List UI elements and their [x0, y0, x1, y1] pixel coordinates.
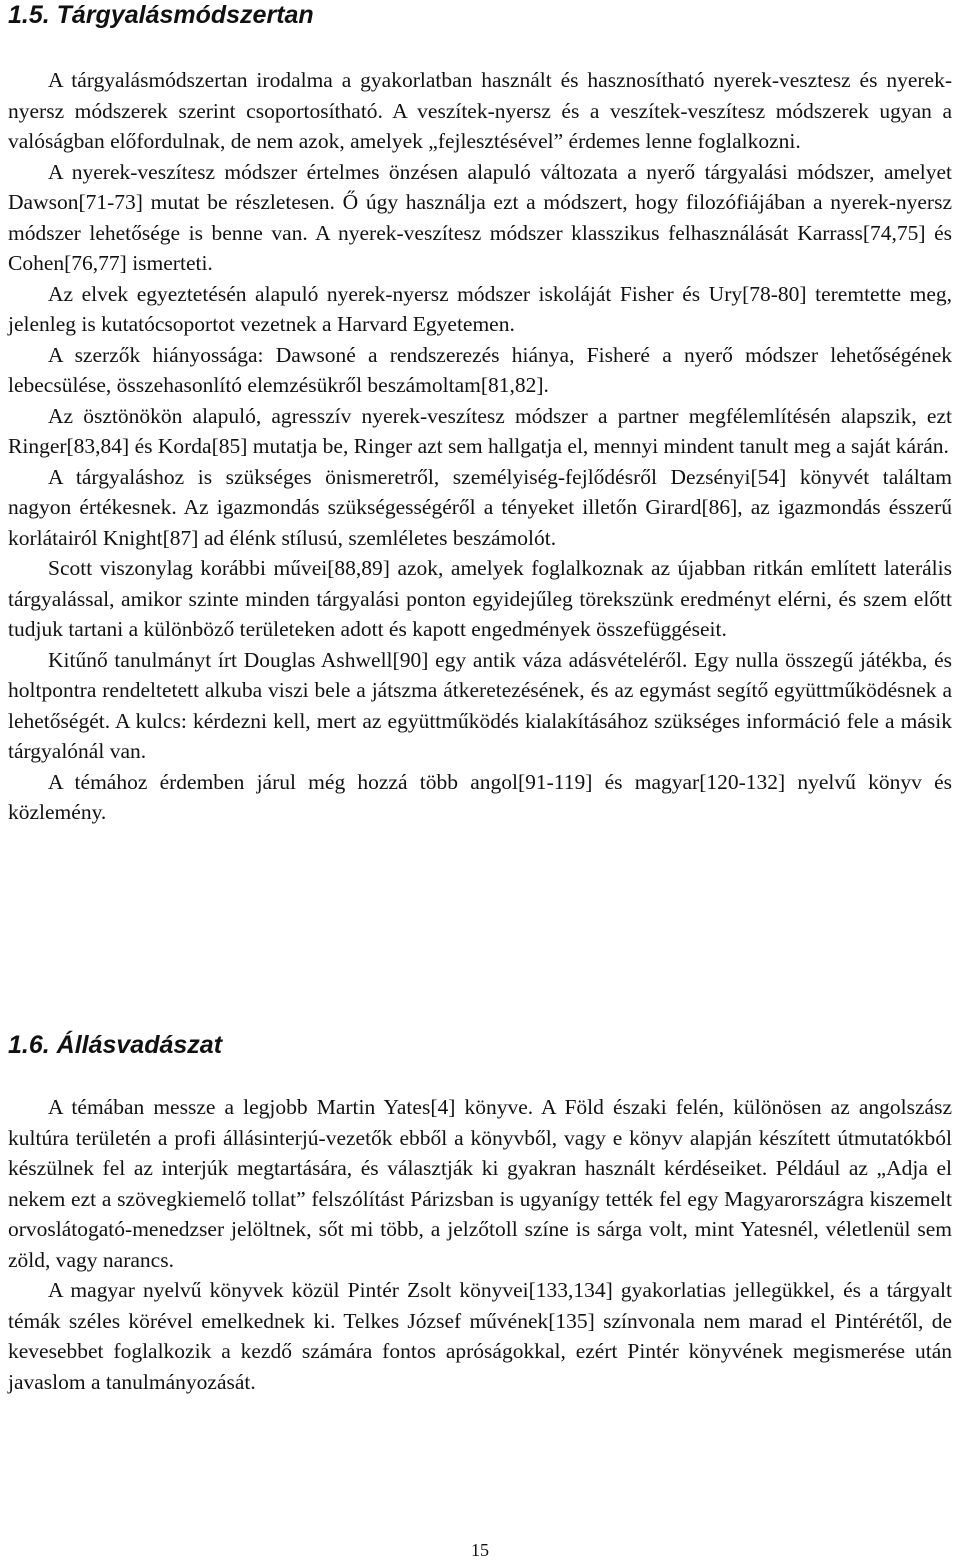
section-állásvadászat: [0, 1030, 960, 1394]
paragraph: A tárgyalásmódszertan irodalma a gyakorlatban használt és hasznosítható nyerek-vesztesz és nyerek-nyersz módszerek szerint csoportosítható. A veszítek-nyersz és a veszítek-veszítesz módszerek ugyan a valóságban előfordulnak, de nem azok, amelyek „fejlesztésével” érdemes lenne foglalkozni.: [8, 68, 952, 153]
paragraph: A tárgyaláshoz is szükséges önismeretről, személyiség-fejlődésről Dezsényi[54] könyvét találtam nagyon értékesnek. Az igazmondás szükségességéről a tényeket illetőn Girard[86], az igazmondás ésszerű korlátairól Knight[87] ad élénk stílusú, szemléletes beszámolót.: [8, 464, 952, 550]
section-heading: 1.6. Állásvadászat: [8, 1031, 223, 1059]
section-body: [0, 65, 960, 828]
paragraph: A nyerek-veszítesz módszer értelmes önzésen alapuló változata a nyerő tárgyalási módszer, amelyet Dawson[71-73] mutat be részletesen. Ő úgy használja ezt a módszert, hogy filozófiájában a nyerek-nyersz módszer lehetősége is benne van. A nyerek-veszítesz módszer klasszikus felhasználását Karrass[74,75] és Cohen[76,77] ismerteti.: [8, 159, 952, 275]
paragraph: Scott viszonylag korábbi művei[88,89] azok, amelyek foglalkoznak az újabban ritkán említett laterális tárgyalással, amikor szinte minden tárgyalási ponton egyidejűleg törekszünk eredményt elérni, és szem előtt tudjuk tartani a különböző területeken adott és kapott engedmények összefüggéseit.: [8, 556, 952, 641]
paragraph: Az elvek egyeztetésén alapuló nyerek-nyersz módszer iskoláját Fisher és Ury[78-80] teremtette meg, jelenleg is kutatócsoportot vezetnek a Harvard Egyetemen.: [8, 281, 952, 336]
page-number: 15: [471, 1540, 489, 1560]
paragraph: A témához érdemben járul még hozzá több angol[91-119] és magyar[120-132] nyelvű könyv és közlemény.: [8, 769, 952, 824]
section-heading: 1.5. Tárgyalásmódszertan: [8, 1, 314, 29]
paragraph: Az ösztönökön alapuló, agresszív nyerek-veszítesz módszer a partner megfélemlítésén alapszik, ezt Ringer[83,84] és Korda[85] mutatja be, Ringer azt sem hallgatja el, mennyi mindent tanult meg a saját kárán.: [8, 403, 952, 458]
paragraph: A témában messze a legjobb Martin Yates[4] könyve. A Föld északi felén, különösen az angolszász kultúra területén a profi állásinterjú-vezetők ebből a könyvből, vagy e könyv alapján készített útmutatókból készülnek fel az interjúk megtartására, és választják ki gyakran használt kérdéseiket. Például az „Adja el nekem ezt a szövegkiemelő tollat” felszólítást Párizsban is ugyanígy tették fel egy Magyarországra kiszemelt orvoslátogató-menedzser jelöltnek, sőt mi több, a jelzőtoll színe is sárga volt, mint Yatesnél, véletlenül sem zöld, vagy narancs.: [8, 1095, 952, 1272]
section-body: [0, 1092, 960, 1397]
paragraph: A magyar nyelvű könyvek közül Pintér Zsolt könyvei[133,134] gyakorlatias jellegükkel, és a tárgyalt témák széles körével emelkednek ki. Telkes József művének[135] színvonala nem marad el Pintérétől, de kevesebbet foglalkozik a kezdő számára fontos apróságokkal, ezért Pintér könyvének megismerése után javaslom a tanulmányozását.: [8, 1278, 952, 1394]
paragraph: A szerzők hiányossága: Dawsoné a rendszerezés hiánya, Fisheré a nyerő módszer lehetőségének lebecsülése, összehasonlító elemzésükről beszámoltam[81,82].: [8, 342, 952, 397]
paragraph: Kitűnő tanulmányt írt Douglas Ashwell[90] egy antik váza adásvételéről. Egy nulla összegű játékba, és holtpontra rendeltetett alkuba viszi bele a játszma átkeretezésének, és az egymást segítő együttműködésnek a lehetőségét. A kulcs: kérdezni kell, mert az együttműködés kialakításához szükséges információ fele a másik tárgyalónál van.: [8, 647, 952, 763]
